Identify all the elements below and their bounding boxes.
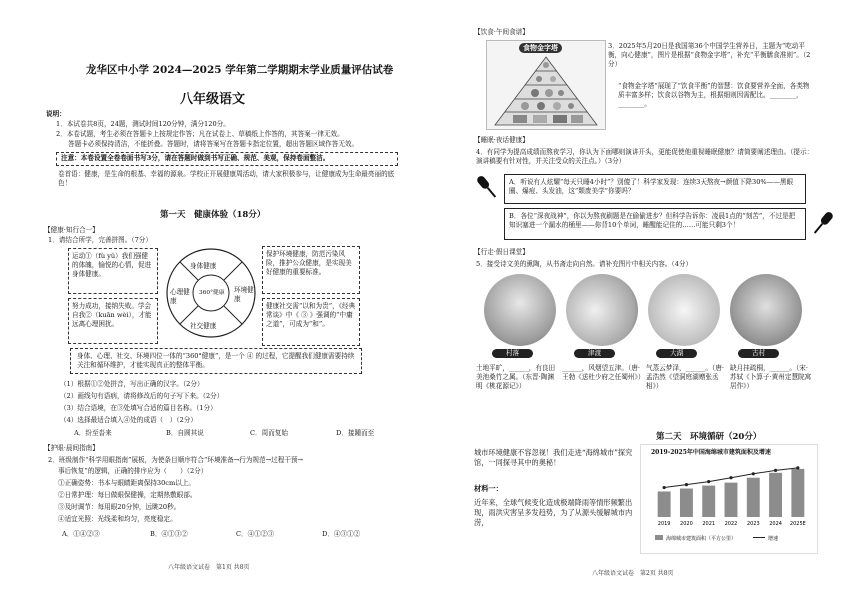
q1-option-a: A．纷至沓来: [74, 429, 112, 437]
q2-option-b: B．④①③②: [150, 530, 188, 538]
q3-text-1: 3．2025年5月20日是我国第36个中国学生营养日，主题为“吃动平衡，向心健康”，图片是根据“食物金字塔”，补充“平衡膳食准则”。（2分）: [608, 42, 811, 68]
summary-box: 身体、心理、社交、环境四位一体的“360°健康”，是一个 ④ 的过程，它提醒我们健康需要持续关注和循环维护，才能实现真正的整体平衡。: [70, 348, 362, 374]
chart-bar: [702, 486, 715, 517]
chart-x-tick: 2020: [680, 521, 693, 527]
chart-bar: [791, 469, 804, 517]
chart-x-tick: 2022: [724, 521, 738, 527]
ferry-image: [566, 274, 638, 346]
chart-bar: [680, 489, 693, 517]
caption-ferry: ______，风烟望五津。（唐·王勃《送杜少府之任蜀州》）: [562, 364, 645, 381]
q2-option-a: A．①④②③: [62, 530, 100, 538]
section-walk-label: 【行走·假日课堂】: [474, 248, 529, 256]
q2-item-3: ③及时调节：每用眼20分钟，远眺20秒。: [58, 503, 181, 511]
chart-growth-point: [752, 472, 755, 475]
village-image: [484, 274, 556, 346]
microphone-icon-2: [808, 208, 838, 238]
chart-legend-bar-swatch: [655, 535, 663, 540]
food-pyramid-image: [486, 40, 606, 130]
q4-stem: 4．有同学为提高成绩而熬夜学习，你认为下面哪则演讲开头，更能促使他重视睡眠健康？请简要阐述理由。（提示：演讲稿要有针对性，并关注受众的关注点。）（3分）: [476, 148, 814, 165]
chart-bar: [769, 473, 782, 517]
q4-option-a-box: A．听说有人炫耀“每天只睡4小时”？别傻了！科学家发现：连续3天熬夜→颜值下降30%——黑眼圈、爆痘、头发油，这“颓废美学”你要吗？: [504, 174, 806, 204]
label-ancient-village: 古村: [738, 349, 779, 358]
note-3: 答题卡必须保持清洁，不能折叠。答题时，请将答案写在答题卡指定位置，超出答题区域作答无效。: [68, 140, 359, 148]
chart-plot: [641, 457, 817, 553]
chart-x-tick: 2025E: [789, 521, 806, 527]
q1-sub-4: （4）选择最适合填入④处的成语（ ）（2分）: [60, 416, 197, 424]
pyramid-drawing: [491, 55, 601, 127]
microphone-icon: [472, 172, 502, 202]
notice-text: 注意：本卷设置全卷卷面书写3分，请在答题时做到书写正确、规范、美观，保持卷面整洁。: [61, 154, 330, 162]
day1-title: 第一天 健康体验（18分）: [160, 210, 266, 220]
puzzle-box-c: 努力成功，接纳失败。学会自我②（kuān wèi），才能远离心理困扰。: [68, 298, 158, 344]
chart-bar: [725, 483, 738, 517]
material1-text: 近年来，全球气候变化造成极端降雨等情形频繁出现，雨洪灾害呈多发趋势，为了从源头缓解城市内涝，: [474, 498, 633, 527]
chart-growth-point: [663, 486, 666, 489]
ring-left-label: 心理健康: [170, 288, 190, 305]
q2-option-d: D．④③①②: [322, 530, 361, 538]
q1-sub-2: （2）画线句有语病，请将修改后的句子写下来。（2分）: [60, 392, 224, 400]
chart-growth-point: [707, 480, 710, 483]
q5-stem: 5．接受诗文美的熏陶，从书斋走向自然。请补充图片中相关内容。（4分）: [476, 260, 693, 268]
note-2: 2．本卷试题，考生必须在答题卡上按规定作答；凡在试卷上、草稿纸上作答的，其答案一律无效。: [56, 130, 344, 138]
left-footer: 八年级语文试卷 第1页 共8页: [168, 564, 250, 571]
label-ferry: 津渡: [574, 349, 615, 358]
right-footer: 八年级语文试卷 第2页 共8页: [592, 570, 674, 577]
chart-growth-point: [685, 483, 688, 486]
q1-stem: 1．请结合所学，完善拼图。（7分）: [48, 236, 152, 244]
q1-option-b: B．自圆其说: [166, 429, 204, 437]
caption-ancient-village: 缺月挂疏桐，______。（宋·苏轼《卜算子·黄州定慧院寓居作》）: [730, 364, 812, 390]
section-food-label: 【饮食·午间食谱】: [474, 28, 529, 36]
chart-growth-point: [774, 469, 777, 472]
q2-item-2: ②日常护理：每日做眼保健操，定期热敷眼部。: [58, 491, 197, 499]
chart-x-tick: 2019: [657, 521, 671, 527]
right-page: [430, 0, 860, 608]
sponge-city-chart: [640, 444, 818, 554]
label-lake: 大湖: [656, 349, 697, 358]
puzzle-box-a: 运动①（fù yǔ）我们强健的体魄，愉悦的心情，促进身体健康。: [68, 248, 158, 294]
caption-village: 土地平旷，______，有良田美池桑竹之属。（东晋·陶渊明《桃花源记》）: [476, 364, 556, 390]
q2-stem-line1: 2．班级制作“科学用眼指南”展板，为使条目顺序符合“环境准备→行为规范→过程干预→: [48, 456, 304, 464]
notice-box: [56, 152, 398, 166]
chart-bar: [747, 478, 760, 517]
chart-x-tick: 2023: [746, 521, 760, 527]
material1-label: 材料一：: [474, 484, 503, 493]
q3-text-2: “食物金字塔”展现了“饮食平衡”的智慧：饮食要营养全面，各类物质丰富多样；饮食以谷物为主，根据细则因需配比。________，________。: [618, 82, 810, 108]
exam-title: 龙华区中小学 2024—2025 学年第二学期期末学业质量评估试卷: [86, 64, 394, 76]
label-village: 村落: [492, 349, 533, 358]
puzzle-box-b: 保护环境健康，防范污染风险，推护公众健康，是实现美好健康的重要标准。: [262, 246, 360, 294]
section-eye-label: 【护眼·晨间指南】: [44, 444, 99, 452]
chart-x-tick: 2021: [702, 521, 716, 527]
subject-title: 八年级语文: [180, 92, 246, 107]
chart-x-tick: 2024: [769, 521, 782, 527]
q2-option-c: C．④①②③: [236, 530, 275, 538]
chart-title: 2019-2025年中国海绵城市建筑面积及增速: [651, 449, 771, 456]
section-sleep-label: 【睡眠·夜话健康】: [474, 136, 529, 144]
note-1: 1．本试卷共8页，24题，测试时间120分钟，满分120分。: [56, 120, 230, 128]
section-health-label: 【健康·知行合一】: [44, 226, 99, 234]
q2-stem-line2: 事后恢复”的逻辑，正确的排序应为（ ）（2分）: [58, 467, 208, 475]
q2-item-1: ①正确姿势：书本与眼睛距离保持30cm以上。: [58, 479, 196, 487]
ring-bottom-label: 社交健康: [190, 322, 217, 330]
q1-option-d: D．接踵而至: [336, 429, 375, 437]
q2-item-4: ④适宜光照：光线柔和均匀，亮度稳定。: [58, 515, 177, 523]
q4-option-b-box: B．各位“深夜战神”，你以为熬夜刷题是在偷偷进步？但科学告诉你：凌晨1点的“刻苦”，不过是把知识塞进一个漏水的桶里——你背10个单词，睡醒能记住的……可能只剩3个！: [504, 208, 806, 240]
chart-legend-bar-label: 海绵城市建筑面积（平方公里）: [666, 536, 737, 542]
ring-center-label: 360°健康: [199, 290, 225, 296]
chart-growth-point: [796, 466, 799, 469]
q1-option-c: C．周而复始: [250, 429, 289, 437]
ancient-village-image: [730, 274, 802, 346]
pyramid-caption: 食物金字塔: [519, 43, 562, 53]
chart-bar: [658, 491, 671, 517]
lake-image: [648, 274, 720, 346]
caption-lake: 气蒸云梦泽，______。（唐·孟浩然《望洞庭湖赠张丞相》）: [646, 364, 724, 390]
chart-growth-point: [729, 476, 732, 479]
puzzle-box-d: 健康社交需“以和为贵”，《经典常谈》中《 ③ 》强调的“中庸之道”，可成为“和”。: [262, 298, 360, 346]
q1-sub-3: （3）结合语境，在③处填写合适的篇目名称。（1分）: [60, 404, 217, 412]
day2-title: 第二天 环境循研（20分）: [656, 432, 762, 442]
ring-right-label: 环境健康: [234, 286, 254, 303]
chart-legend-line-label: 增速: [768, 536, 779, 542]
q1-sub-1: （1）根据①②处拼音，写出正确的汉字。（2分）: [60, 380, 204, 388]
day2-intro: 城市环境健康不容忽视！我们走进“海绵城市”探究馆，一同探寻其中的奥秘！: [474, 448, 633, 467]
intro-text: 卷首语：健康，是生命的根基、幸福的源泉。学校正开展健康周活动，请大家积极参与，让健康成为生命最亮丽的底色！: [58, 170, 395, 187]
ring-top-label: 身体健康: [190, 262, 217, 270]
notes-label: 说明：: [46, 110, 66, 118]
